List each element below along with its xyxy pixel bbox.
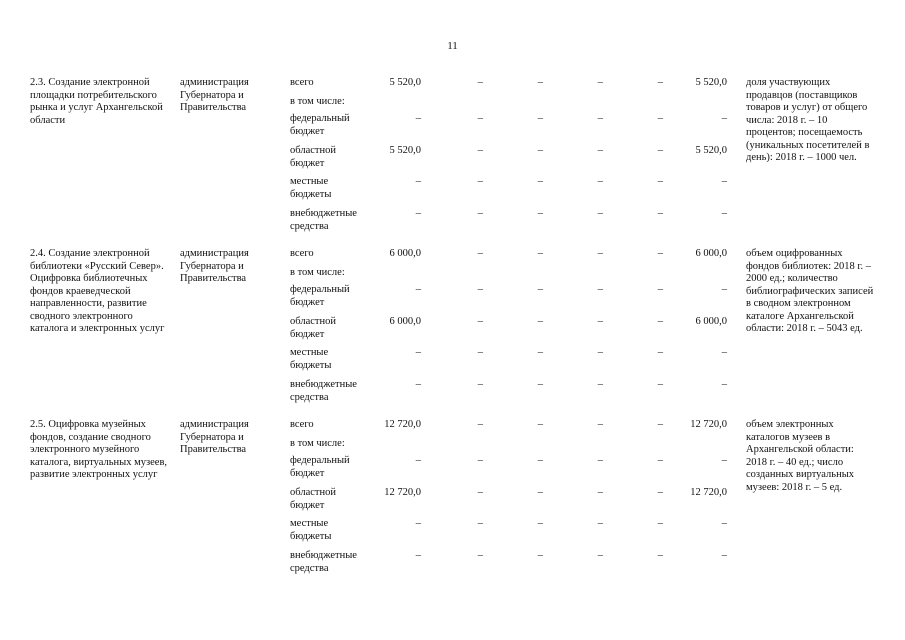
value-cell: –: [537, 518, 543, 529]
value-cell: –: [597, 379, 603, 390]
value-cell: –: [537, 316, 543, 327]
source-label: внебюджетные средства: [290, 208, 357, 232]
value-cell: –: [597, 316, 603, 327]
value-cell: 6 000,0: [695, 316, 727, 327]
value-cell: 5 520,0: [695, 145, 727, 156]
source-label: внебюджетные средства: [290, 550, 357, 574]
value-cell: –: [657, 347, 663, 358]
value-cell: 6 000,0: [389, 248, 421, 259]
value-cell: –: [657, 284, 663, 295]
source-label: областной бюджет: [290, 316, 336, 340]
value-cell: –: [477, 77, 483, 88]
value-cell: –: [597, 487, 603, 498]
value-cell: –: [721, 550, 727, 561]
source-label: областной бюджет: [290, 487, 336, 511]
activity-name: 2.5. Оцифровка музейных фондов, создание сводного электронного музейного каталога, виртуальных музеев, развитие электронных услуг: [30, 419, 168, 480]
value-cell: –: [597, 284, 603, 295]
value-cell: –: [657, 145, 663, 156]
value-cell: –: [597, 455, 603, 466]
value-cell: 12 720,0: [384, 487, 421, 498]
source-label: всего: [290, 77, 314, 88]
value-cell: –: [415, 113, 421, 124]
value-cell: –: [415, 208, 421, 219]
value-cell: –: [415, 347, 421, 358]
value-cell: –: [657, 248, 663, 259]
value-cell: –: [597, 145, 603, 156]
executor: администрация Губернатора и Правительства: [180, 248, 249, 284]
source-label: внебюджетные средства: [290, 379, 357, 403]
value-cell: –: [477, 248, 483, 259]
executor: администрация Губернатора и Правительства: [180, 419, 249, 455]
value-cell: 5 520,0: [389, 145, 421, 156]
value-cell: –: [537, 379, 543, 390]
value-cell: –: [415, 176, 421, 187]
value-cell: –: [597, 518, 603, 529]
value-cell: 5 520,0: [695, 77, 727, 88]
value-cell: –: [657, 176, 663, 187]
value-cell: –: [477, 419, 483, 430]
activity-name: 2.4. Создание электронной библиотеки «Русский Север». Оцифровка библиотечных фондов краеведческой направленности, развитие сводного электронного каталога и электронных услуг: [30, 248, 165, 334]
activity-name: 2.3. Создание электронной площадки потребительского рынка и услуг Архангельской области: [30, 77, 163, 126]
value-cell: –: [657, 487, 663, 498]
value-cell: –: [537, 487, 543, 498]
source-label: областной бюджет: [290, 145, 336, 169]
value-cell: –: [477, 455, 483, 466]
value-cell: –: [657, 455, 663, 466]
value-cell: –: [477, 145, 483, 156]
value-cell: –: [477, 379, 483, 390]
value-cell: 12 720,0: [690, 419, 727, 430]
value-cell: –: [657, 316, 663, 327]
value-cell: –: [597, 113, 603, 124]
value-cell: –: [721, 208, 727, 219]
value-cell: –: [537, 113, 543, 124]
value-cell: –: [657, 550, 663, 561]
source-label: федеральный бюджет: [290, 113, 350, 137]
value-cell: –: [597, 248, 603, 259]
value-cell: –: [721, 113, 727, 124]
source-label: федеральный бюджет: [290, 455, 350, 479]
value-cell: –: [721, 455, 727, 466]
value-cell: 12 720,0: [690, 487, 727, 498]
value-cell: –: [415, 284, 421, 295]
source-label: в том числе:: [290, 267, 345, 278]
value-cell: –: [537, 77, 543, 88]
value-cell: –: [537, 208, 543, 219]
source-label: в том числе:: [290, 96, 345, 107]
value-cell: –: [477, 518, 483, 529]
value-cell: 5 520,0: [389, 77, 421, 88]
value-cell: –: [657, 518, 663, 529]
source-label: местные бюджеты: [290, 176, 332, 200]
value-cell: –: [537, 347, 543, 358]
value-cell: –: [477, 347, 483, 358]
source-label: в том числе:: [290, 438, 345, 449]
value-cell: –: [657, 77, 663, 88]
value-cell: –: [597, 347, 603, 358]
value-cell: 6 000,0: [695, 248, 727, 259]
value-cell: –: [597, 208, 603, 219]
executor: администрация Губернатора и Правительства: [180, 77, 249, 113]
target-indicator: доля участвующих продавцов (поставщиков товаров и услуг) от общего числа: 2018 г. – 10 процентов; посещаемость (уникальных посетителей в день): 2018 г. – 1000 чел.: [746, 77, 870, 163]
value-cell: –: [477, 176, 483, 187]
value-cell: –: [537, 176, 543, 187]
value-cell: –: [415, 455, 421, 466]
value-cell: –: [477, 550, 483, 561]
value-cell: –: [477, 316, 483, 327]
value-cell: –: [721, 284, 727, 295]
value-cell: –: [597, 176, 603, 187]
value-cell: –: [537, 550, 543, 561]
value-cell: –: [537, 455, 543, 466]
value-cell: –: [721, 176, 727, 187]
value-cell: –: [597, 419, 603, 430]
value-cell: –: [597, 550, 603, 561]
value-cell: –: [415, 379, 421, 390]
value-cell: –: [415, 518, 421, 529]
value-cell: 12 720,0: [384, 419, 421, 430]
value-cell: –: [721, 379, 727, 390]
value-cell: –: [657, 379, 663, 390]
page-number: 11: [447, 40, 458, 52]
value-cell: –: [537, 145, 543, 156]
value-cell: –: [537, 419, 543, 430]
target-indicator: объем оцифрованных фондов библиотек: 2018 г. – 2000 ед.; количество библиографических записей в сводном электронном каталоге Архангельской области: 2018 г. – 5043 ед.: [746, 248, 874, 334]
value-cell: –: [721, 518, 727, 529]
value-cell: –: [415, 550, 421, 561]
source-label: местные бюджеты: [290, 518, 332, 542]
value-cell: –: [657, 208, 663, 219]
target-indicator: объем электронных каталогов музеев в Архангельской области: 2018 г. – 40 ед.; число созданных виртуальных музеев: 2018 г. – 5 ед.: [746, 419, 854, 493]
value-cell: 6 000,0: [389, 316, 421, 327]
source-label: всего: [290, 248, 314, 259]
source-label: местные бюджеты: [290, 347, 332, 371]
value-cell: –: [477, 113, 483, 124]
value-cell: –: [537, 284, 543, 295]
source-label: федеральный бюджет: [290, 284, 350, 308]
value-cell: –: [477, 487, 483, 498]
value-cell: –: [477, 208, 483, 219]
value-cell: –: [537, 248, 543, 259]
value-cell: –: [477, 284, 483, 295]
source-label: всего: [290, 419, 314, 430]
value-cell: –: [721, 347, 727, 358]
value-cell: –: [597, 77, 603, 88]
value-cell: –: [657, 419, 663, 430]
value-cell: –: [657, 113, 663, 124]
